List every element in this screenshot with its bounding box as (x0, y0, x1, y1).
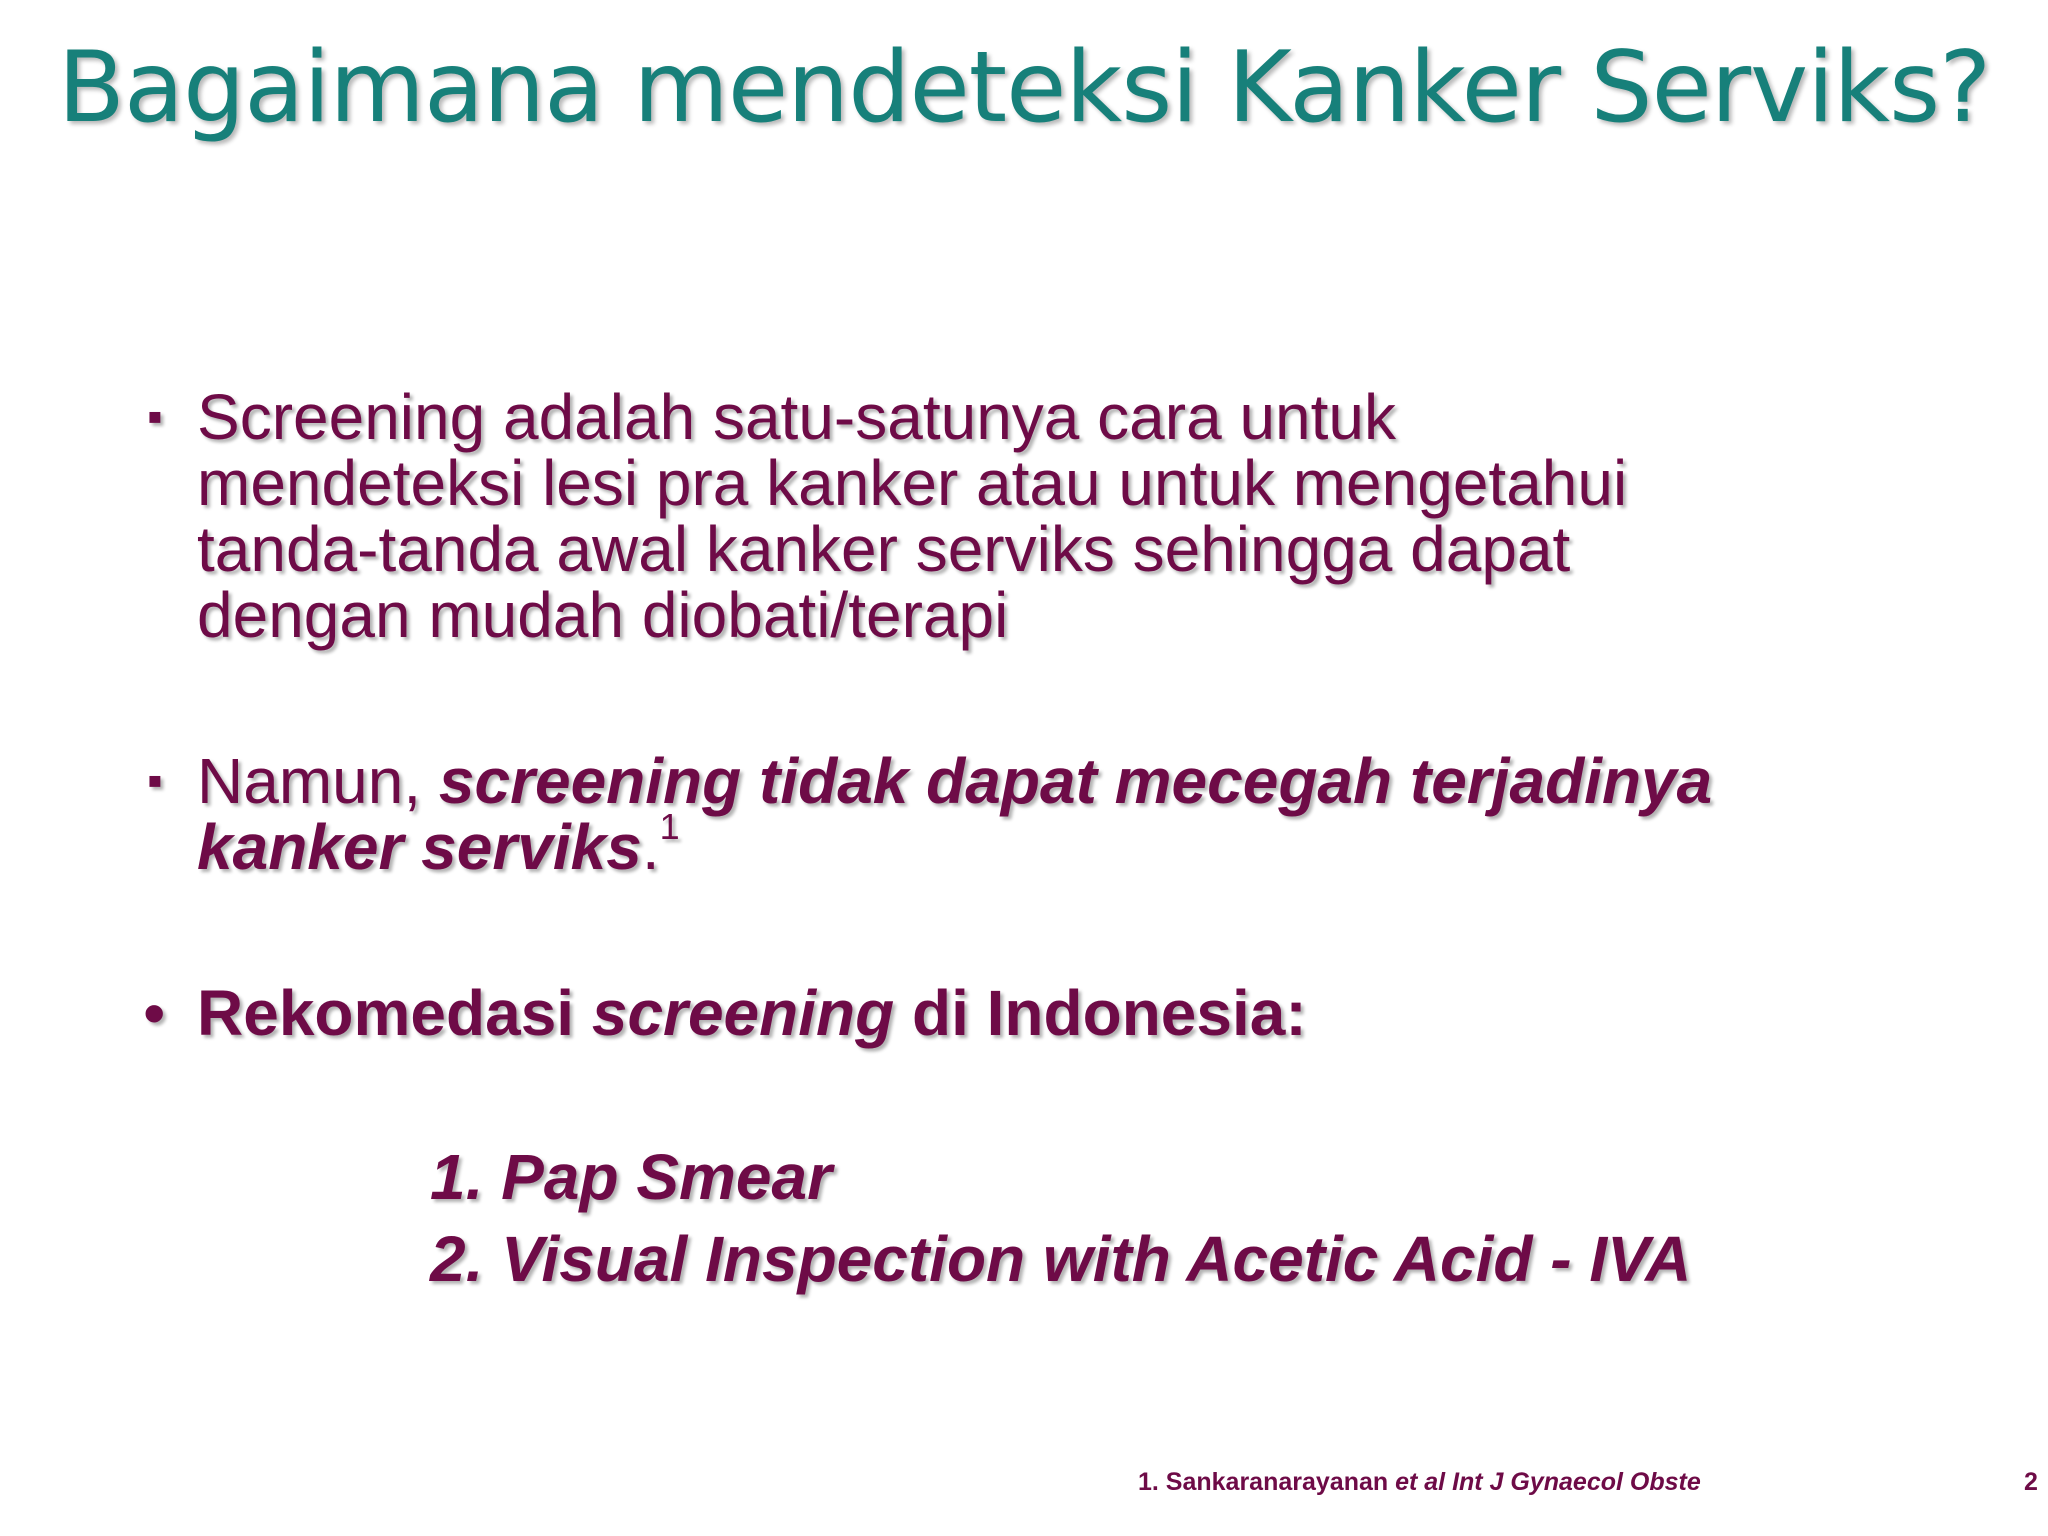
text-line (197, 806, 1837, 883)
text-line: dengan mudah diobati/terapi (197, 579, 1009, 651)
text-line: mendeteksi lesi pra kanker atau untuk mengetahui (197, 447, 1628, 519)
round-bullet-icon: • (143, 977, 166, 1049)
text-line: tanda-tanda awal kanker serviks sehingga dapat (197, 513, 1571, 585)
slide-title: Bagaimana mendeteksi Kanker Serviks? (57, 31, 1991, 145)
bullet-screening-limitation (197, 745, 1837, 883)
emphasis-text: kanker serviks (197, 811, 642, 883)
square-bullet-icon: ▪ (147, 756, 163, 805)
footnote-author: 1. Sankaranarayanan (1138, 1468, 1396, 1496)
text-prefix: Namun, (197, 745, 439, 817)
footnote-citation (1138, 1466, 1701, 1498)
footnote-source: et al Int J Gynaecol Obste (1395, 1468, 1701, 1496)
emphasis-text: screening tidak dapat mecegah terjadinya (438, 745, 1713, 817)
list-item-pap-smear: 1. Pap Smear (430, 1141, 832, 1213)
list-item-iva: 2. Visual Inspection with Acetic Acid - IVA (430, 1223, 1692, 1295)
citation-superscript: 1 (659, 806, 680, 847)
bullet-screening-definition (197, 381, 1837, 651)
square-bullet-icon: ▪ (147, 392, 163, 441)
slide-number: 2 (2024, 1468, 2038, 1496)
emphasis-text: screening (591, 977, 895, 1049)
text-suffix: . (641, 811, 660, 883)
text-line (197, 745, 1837, 817)
text-line: Screening adalah satu-satunya cara untuk (197, 381, 1396, 453)
text-part: di Indonesia: (894, 977, 1307, 1049)
text-part: Rekomedasi (197, 977, 592, 1049)
bullet-recommendation-heading (197, 977, 1837, 1049)
